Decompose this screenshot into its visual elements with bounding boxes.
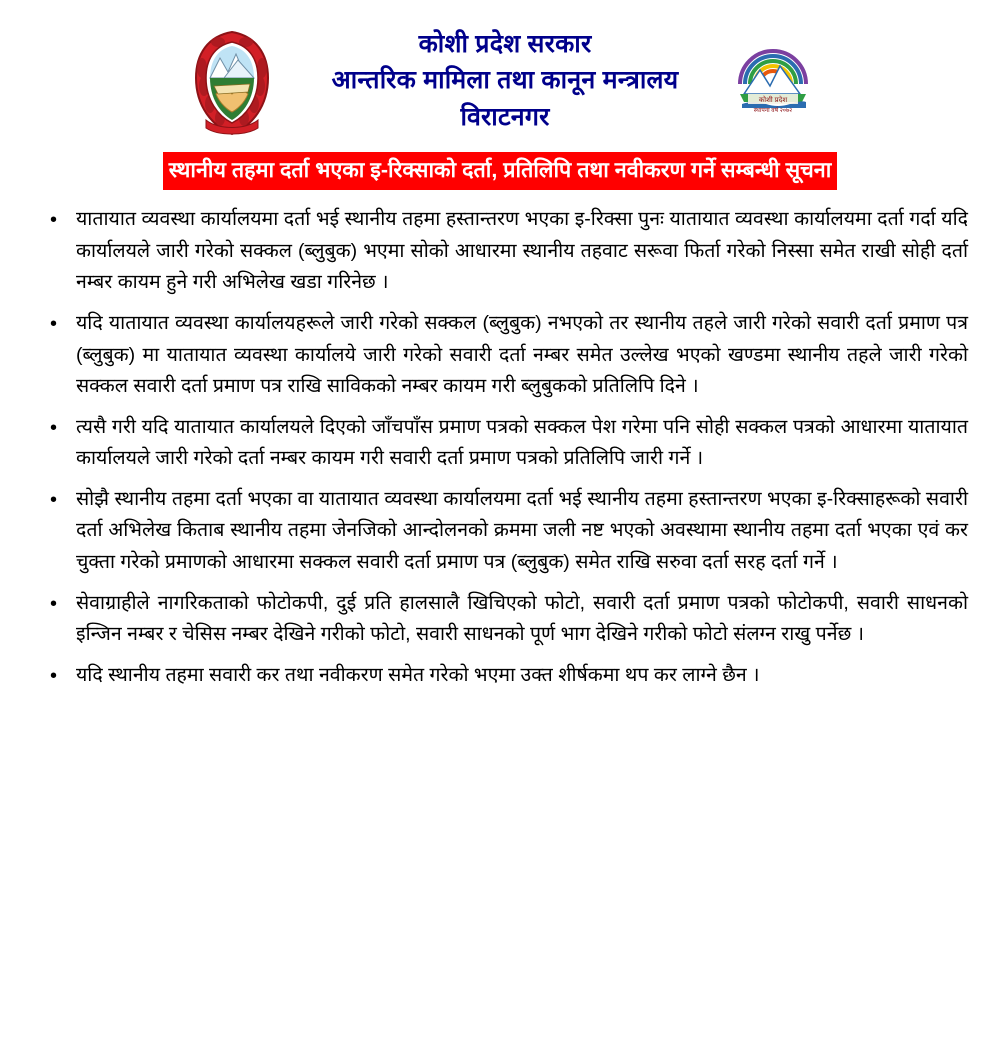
notice-title-banner: स्थानीय तहमा दर्ता भएका इ-रिक्साको दर्ता, प्रतिलिपि तथा नवीकरण गर्ने सम्बन्धी सूचना <box>163 152 838 190</box>
government-title: कोशी प्रदेश सरकार <box>418 30 592 58</box>
list-item: • यातायात व्यवस्था कार्यालयमा दर्ता भई स्थानीय तहमा हस्तान्तरण भएका इ-रिक्सा पुनः यातायात व्यवस्था कार्यालयमा दर्ता गर्दा यदि कार्यालयले जारी गरेको सक्कल (ब्लुबुक) भएमा सोको आधारमा स्थानीय तहवाट सरूवा फिर्ता गरेको निस्सा समेत राखी सोही दर्ता नम्बर कायम हुने गरी अभिलेख खडा गरिनेछ । <box>76 204 978 299</box>
list-item: • सोझै स्थानीय तहमा दर्ता भएका वा यातायात व्यवस्था कार्यालयमा दर्ता भई स्थानीय तहमा हस्तान्तरण भएका इ-रिक्साहरूको सवारी दर्ता अभिलेख किताब स्थानीय तहमा जेनजिको आन्दोलनको क्रममा जली नष्ट भएको अवस्थामा स्थानीय तहमा दर्ता भएका एवं कर चुक्ता गरेको प्रमाणको आधारमा सक्कल सवारी दर्ता प्रमाण पत्र (ब्लुबुक) समेत राखि सरुवा दर्ता सरह दर्ता गर्ने । <box>76 484 978 579</box>
city-name: विराटनगर <box>460 102 550 131</box>
list-item: • यदि स्थानीय तहमा सवारी कर तथा नवीकरण समेत गरेको भएमा उक्त शीर्षकमा थप कर लाग्ने छैन । <box>76 660 978 692</box>
header-text-block <box>290 26 720 135</box>
notice-title-banner-wrap <box>22 152 978 190</box>
svg-text:कोशी प्रदेश: कोशी प्रदेश <box>758 97 788 104</box>
list-item: • त्यसै गरी यदि यातायात कार्यालयले दिएको जाँचपाँस प्रमाण पत्रको सक्कल पेश गरेमा पनि सोही सक्कल पत्रको आधारमा यातायात कार्यालयले जारी गरेको दर्ता नम्बर कायम गरी सवारी दर्ता प्रमाण पत्रको प्रतिलिपि जारी गर्ने । <box>76 412 978 475</box>
nepal-government-emblem-icon <box>184 28 280 138</box>
list-item: • सेवाग्राहीले नागरिकताको फोटोकपी, दुई प्रति हालसालै खिचिएको फोटो, सवारी दर्ता प्रमाण पत्रको फोटोकपी, सवारी साधनको इन्जिन नम्बर र चेसिस नम्बर देखिने गरीको फोटो, सवारी साधनको पूर्ण भाग देखिने गरीको फोटो संलग्न राखु पर्नेछ । <box>76 588 978 651</box>
document-header <box>22 18 978 138</box>
ministry-title: आन्तरिक मामिला तथा कानून मन्त्रालय <box>331 66 679 95</box>
list-item: • यदि यातायात व्यवस्था कार्यालयहरूले जारी गरेको सक्कल (ब्लुबुक) नभएको तर स्थानीय तहले जारी गरेको सवारी दर्ता प्रमाण पत्र (ब्लुबुक) मा यातायात व्यवस्था कार्यालये जारी गरेको सवारी दर्ता नम्बर समेत उल्लेख भएको खण्डमा स्थानीय तहले जारी गरेको सक्कल सवारी दर्ता प्रमाण पत्र राखि साविकको नम्बर कायम गरी ब्लुबुकको प्रतिलिपि दिने । <box>76 308 978 403</box>
notice-points-list <box>22 204 978 691</box>
svg-text:स्थापना वर्ष २०७२: स्थापना वर्ष २०७२ <box>753 108 793 114</box>
koshi-province-logo-icon <box>730 32 816 118</box>
